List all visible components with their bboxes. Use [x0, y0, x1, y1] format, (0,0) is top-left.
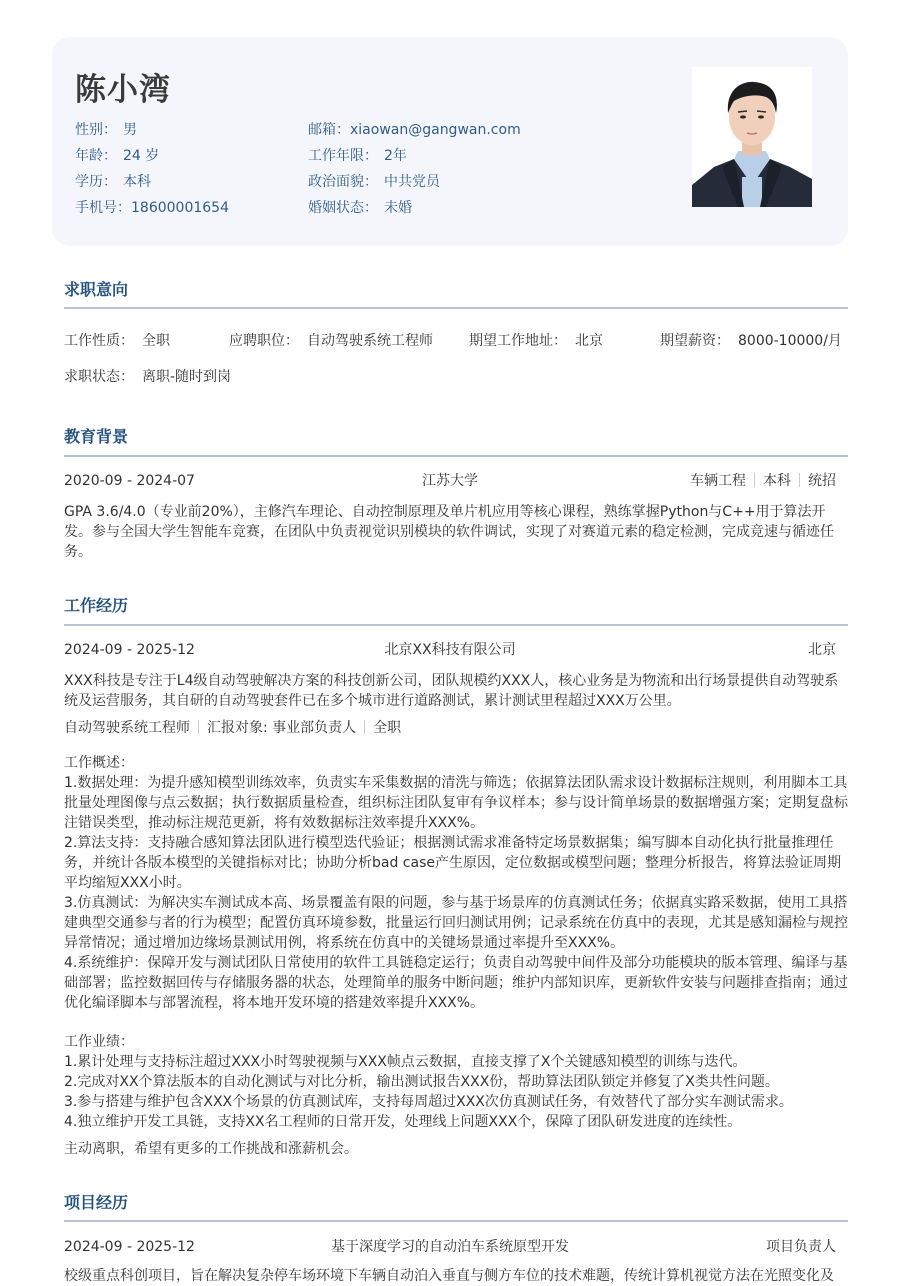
work-overview-item: 3.仿真测试：为解决实车测试成本高、场景覆盖有限的问题，参与基于场景库的仿真测试任务；依据真实路采数据，使用工具搭建典型交通参与者的行为模型；配置仿真环境参数，批量运行回归测试用例；记录系统在仿真中的表现，尤其是感知漏检与规控异常情况；通过增加边缘场景测试用例，将系统在仿真中的关键场景通过率提升至XXX%。 [64, 895, 848, 951]
basic-info-left [75, 119, 229, 223]
project-header-row [64, 1236, 836, 1258]
education-header-row [64, 470, 836, 492]
work-overview-item: 4.系统维护：保障开发与测试团队日常使用的软件工具链稳定运行；负责自动驾驶中间件及部分功能模块的版本管理、编译与基础部署；监控数据回传与存储服务器的状态，处理简单的服务中断问题；维护内部知识库，更新软件安装与问题排查指南；通过优化编译脚本与部署流程，将本地开发环境的搭建效率提升XXX%。 [64, 955, 848, 1011]
work-achievement-item: 3.参与搭建与维护包含XXX个场景的仿真测试库，支持每周超过XXX次仿真测试任务，有效替代了部分实车测试需求。 [64, 1094, 793, 1110]
education-school: 江苏大学 [422, 473, 478, 489]
candidate-name: 陈小湾 [75, 72, 171, 108]
work-achievement-item: 1.累计处理与支持标注超过XXX小时驾驶视频与XXX帧点云数据，直接支撑了X个关键感知模型的训练与迭代。 [64, 1054, 747, 1070]
leave-reason: 主动离职，希望有更多的工作挑战和涨薪机会。 [64, 1141, 358, 1157]
work-period: 2024-09 - 2025-12 [64, 642, 195, 658]
info-political-status: 政治面貌： 中共党员 [308, 174, 440, 190]
work-achievements-title: 工作业绩： [64, 1034, 134, 1050]
company-description: XXX科技是专注于L4级自动驾驶解决方案的科技创新公司，团队规模约XXX人，核心业务是为物流和出行场景提供自动驾驶系统及运营服务，其自研的自动驾驶套件已在多个城市进行道路测试，累计测试里程超过XXX万公里。 [64, 673, 839, 709]
work-location: 北京 [808, 642, 836, 658]
info-education: 学历： 本科 [75, 174, 151, 190]
work-header-row [64, 639, 836, 661]
intent-work-type: 工作性质： 全职 [64, 333, 170, 349]
info-age: 年龄： 24 岁 [75, 148, 160, 164]
section-divider [64, 1220, 848, 1222]
work-overview [64, 753, 848, 1013]
section-title-job-intent: 求职意向 [64, 280, 129, 299]
education-description: GPA 3.6/4.0（专业前20%），主修汽车理论、自动控制原理及单片机应用等核心课程，熟练掌握Python与C++用于算法开发。参与全国大学生智能车竞赛，在团队中负责视觉识别模块的软件调试，实现了对赛道元素的稳定检测，完成竞速与循迹任务。 [64, 504, 834, 560]
person-photo-icon [692, 67, 812, 207]
education-tags: 车辆工程 本科 统招 [690, 473, 836, 489]
work-overview-item: 1.数据处理：为提升感知模型训练效率，负责实车采集数据的清洗与筛选；依据算法团队需求设计数据标注规则，利用脚本工具批量处理图像与点云数据；执行数据质量检查，组织标注团队复审有争议样本；参与设计简单场景的数据增强方案；定期复盘标注错误类型，推动标注规范更新，将有效数据标注效率提升XXX%。 [64, 775, 848, 831]
intent-status: 求职状态： 离职-随时到岗 [64, 369, 232, 385]
separator [198, 720, 199, 734]
project-period: 2024-09 - 2025-12 [64, 1239, 195, 1255]
section-title-project: 项目经历 [64, 1193, 129, 1212]
section-divider [64, 624, 848, 626]
project-role: 项目负责人 [766, 1239, 836, 1255]
info-email: 邮箱：xiaowan@gangwan.com [308, 122, 521, 138]
education-period: 2020-09 - 2024-07 [64, 473, 195, 489]
info-phone: 手机号：18600001654 [75, 200, 229, 216]
project-description: 校级重点科创项目，旨在解决复杂停车场环境下车辆自动泊入垂直与侧方车位的技术难题，传统计算机视觉方法在光照变化及 [64, 1268, 834, 1284]
work-achievement-item: 2.完成对XX个算法版本的自动化测试与对比分析，输出测试报告XXX份，帮助算法团队锁定并修复了X类共性问题。 [64, 1074, 779, 1090]
separator [754, 473, 755, 487]
work-achievements [64, 1032, 848, 1132]
info-marital-status: 婚姻状态： 未婚 [308, 200, 412, 216]
work-tags: 自动驾驶系统工程师 汇报对象: 事业部负责人 全职 [64, 720, 402, 736]
intent-salary: 期望薪资： 8000-10000/月 [660, 333, 842, 349]
info-gender: 性别： 男 [75, 122, 137, 138]
separator [799, 473, 800, 487]
info-work-years: 工作年限： 2年 [308, 148, 407, 164]
section-title-work: 工作经历 [64, 596, 129, 615]
intent-location: 期望工作地址： 北京 [469, 333, 603, 349]
section-divider [64, 455, 848, 457]
section-divider [64, 307, 848, 309]
basic-info-right [308, 119, 521, 223]
profile-photo [692, 67, 812, 207]
work-overview-title: 工作概述： [64, 755, 134, 771]
intent-position: 应聘职位： 自动驾驶系统工程师 [229, 333, 433, 349]
profile-header-card [52, 37, 848, 246]
separator [364, 720, 365, 734]
work-achievement-item: 4.独立维护开发工具链，支持XX名工程师的日常开发，处理线上问题XXX个，保障了团队研发进度的连续性。 [64, 1114, 742, 1130]
project-name: 基于深度学习的自动泊车系统原型开发 [331, 1239, 569, 1255]
work-overview-item: 2.算法支持：支持融合感知算法团队进行模型迭代验证；根据测试需求准备特定场景数据集；编写脚本自动化执行批量推理任务，并统计各版本模型的关键指标对比；协助分析bad case产生原因，定位数据或模型问题；整理分析报告，将算法验证周期平均缩短XXX小时。 [64, 835, 841, 891]
work-company: 北京XX科技有限公司 [384, 642, 516, 658]
section-title-education: 教育背景 [64, 427, 129, 446]
